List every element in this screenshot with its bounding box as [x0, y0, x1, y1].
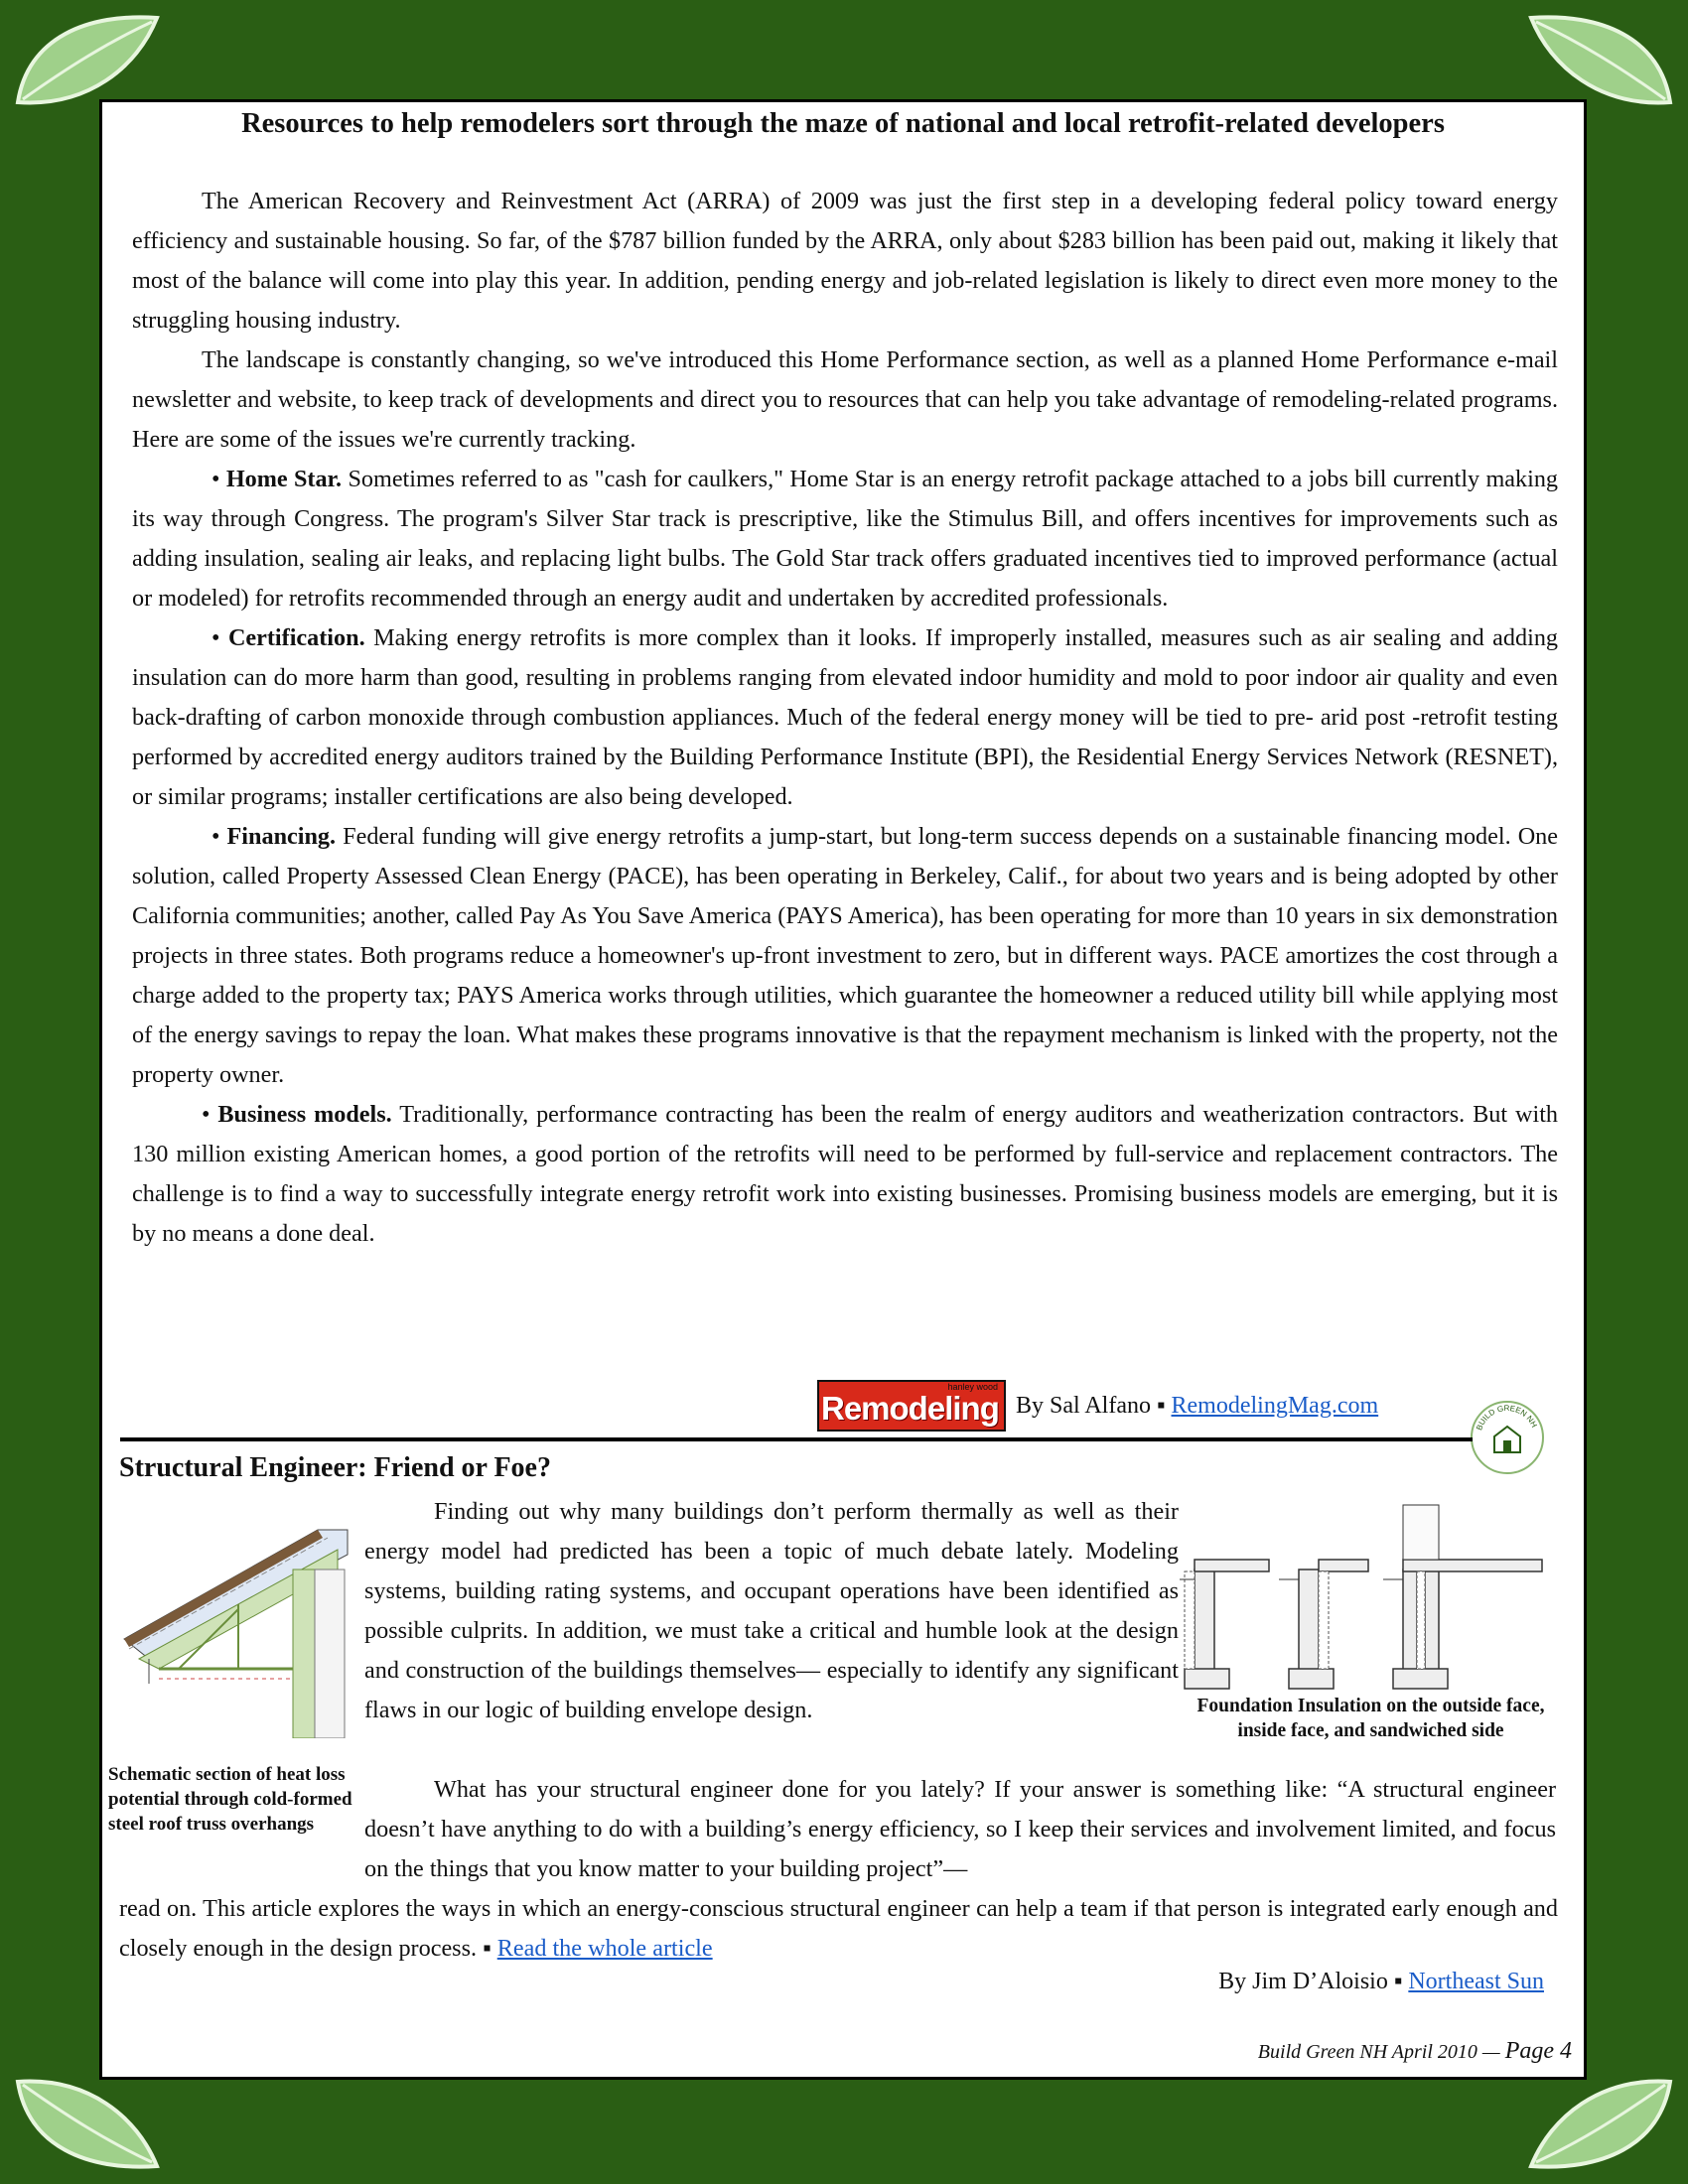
article-credit — [817, 1379, 1378, 1433]
paragraph: The American Recovery and Reinvestment Act (ARRA) of 2009 was just the first step in a developing federal policy toward energy efficiency and sustainable housing. So far, of the $787 billion funded by the ARRA, only about $283 billion has been paid out, making it likely that most of the balance will come into play this year. In addition, pending energy and job-related legislation is likely to direct even more money to the struggling housing industry. — [132, 188, 1558, 334]
source-link[interactable]: Northeast Sun — [1408, 1969, 1544, 1994]
page-footer — [1258, 2038, 1572, 2065]
page-number: Page 4 — [1504, 2038, 1572, 2064]
leaf-icon — [8, 2067, 167, 2176]
bullet-heading: Financing. — [226, 823, 337, 850]
bullet-text: Making energy retrofits is more complex than it looks. If improperly installed, measures such as air sealing and adding insulation can do more harm than good, resulting in problems ranging from elevated indoor humidity and mold to poor indoor air quality and even back-drafting of carbon monoxide through combustion appliances. Much of the federal energy money will be tied to pre- arid post -retrofit testing performed by accredited energy auditors trained by the Building Performance Institute (BPI), the Residential Energy Services Network (RESNET), or similar programs; installer certifications are also being developed. — [132, 624, 1559, 810]
byline: By Sal Alfano ▪ — [1016, 1392, 1166, 1419]
bullet-text: Sometimes referred to as "cash for caulkers," Home Star is an energy retrofit package attached to a jobs bill currently making its way through Congress. The program's Silver Star track is prescriptive, like the Stimulus Bill, and offers incentives for improvements such as adding insulation, sealing air leaks, and replacing light bulbs. The Gold Star track offers graduated incentives tied to improved performance (actual or modeled) for retrofits recommended through an energy audit and undertaken by accredited professionals. — [132, 466, 1559, 612]
bullet-business-models: • Business models. Traditionally, performance contracting has been the realm of energy auditors and weatherization contractors. But with 130 million existing American homes, a good portion of the retrofits will need to be performed by full-service and replacement contractors. The challenge is to find a way to successfully integrate energy retrofit work into existing businesses. Promising business models are emerging, but it is by no means a done deal. — [132, 1101, 1559, 1247]
bullet-home-star: • Home Star. Sometimes referred to as "cash for caulkers," Home Star is an energy retrofit package attached to a jobs bill currently making its way through Congress. The program's Silver Star track is prescriptive, like the Stimulus Bill, and offers incentives for improvements such as adding insulation, sealing air leaks, and replacing light bulbs. The Gold Star track offers graduated incentives tied to improved performance (actual or modeled) for retrofits recommended through an energy audit and undertaken by accredited professionals. — [132, 466, 1559, 612]
paragraph-text: read on. This article explores the ways in which an energy-conscious structural engineer can help a team if that person is integrated early enough and closely enough in the design process. ▪ — [119, 1895, 1558, 1962]
logo-tagline: hanley wood — [947, 1382, 998, 1392]
bullet-heading: Certification. — [227, 624, 365, 651]
bullet-heading: Home Star. — [225, 466, 343, 492]
article-body — [132, 182, 1558, 1254]
article-title: Resources to help remodelers sort through the maze of national and local retrofit-related developers — [241, 108, 1445, 139]
badge-label: BUILD GREEN NH — [1475, 1403, 1539, 1432]
bullet-text: Traditionally, performance contracting has been the realm of energy auditors and weatherization contractors. But with 130 million existing American homes, a good portion of the retrofits will need to be performed by full-service and replacement contractors. The challenge is to find a way to successfully integrate energy retrofit work into existing businesses. Promising business models are emerging, but it is by no means a done deal. — [132, 1101, 1559, 1247]
read-article-link[interactable]: Read the whole article — [496, 1935, 713, 1962]
figure-caption: Schematic section of heat loss potential through cold-formed steel roof truss overhangs — [108, 1764, 352, 1835]
remodeling-logo — [817, 1380, 1006, 1432]
leaf-icon — [1521, 2067, 1680, 2176]
logo-wordmark: Remodeling — [821, 1390, 999, 1427]
bullet-certification: • Certification. Making energy retrofits is more complex than it looks. If improperly installed, measures such as air sealing and adding insulation can do more harm than good, resulting in problems ranging from elevated indoor humidity and mold to poor indoor air quality and even back-drafting of carbon monoxide through combustion appliances. Much of the federal energy money will be tied to pre- arid post -retrofit testing performed by accredited energy auditors trained by the Building Performance Institute (BPI), the Residential Energy Services Network (RESNET), or similar programs; installer certifications are also being developed. — [132, 624, 1559, 810]
article-body — [364, 1492, 1179, 1730]
article-body — [119, 1889, 1558, 1969]
byline: By Jim D’Aloisio ▪ — [1218, 1969, 1403, 1994]
article-body — [364, 1770, 1556, 1889]
bullet-heading: Business models. — [217, 1101, 392, 1128]
section-divider — [120, 1437, 1473, 1441]
roof-section-illustration — [119, 1510, 367, 1738]
footer-text: Build Green NH April 2010 — — [1257, 2041, 1500, 2063]
build-green-badge — [1463, 1393, 1552, 1482]
paragraph: What has your structural engineer done for you lately? If your answer is something like: “A structural engineer doesn’t have anything to do with a building’s energy efficiency, so I keep their services and involvement limited, and focus on the things that you know matter to your building project”— — [364, 1776, 1556, 1882]
bullet-text: Federal funding will give energy retrofits a jump-start, but long-term success depends on a sustainable financing model. One solution, called Property Assessed Clean Energy (PACE), has been operating in Berkeley, Calif., for about two years and is being adopted by other California communities; another, called Pay As You Save America (PAYS America), has been operating for more than 10 years in six demonstration projects in three states. Both programs reduce a homeowner's up-front investment to zero, but in different ways. PACE amortizes the cost through a charge added to the property tax; PAYS America works through utilities, which guarantee the homeowner a reduced utility bill while applying most of the energy savings to repay the loan. What makes these programs innovative is that the repayment mechanism is linked with the property, not the property owner. — [132, 823, 1558, 1088]
source-link[interactable]: RemodelingMag.com — [1171, 1392, 1379, 1419]
newsletter-page — [99, 99, 1587, 2080]
paragraph — [119, 1889, 1558, 1969]
foundation-insulation-illustration — [1180, 1500, 1577, 1788]
paragraph: Finding out why many buildings don’t perform thermally as well as their energy model had predicted has been a topic of much debate lately. Modeling systems, building rating systems, and occupant operations have been identified as possible culprits. In addition, we must take a critical and humble look at the design and construction of the buildings themselves— especially to identify any significant flaws in our logic of building envelope design. — [364, 1498, 1179, 1723]
figure-caption: Foundation Insulation on the outside face, inside face, and sandwiched side — [1196, 1696, 1545, 1741]
paragraph: The landscape is constantly changing, so we've introduced this Home Performance section, as well as a planned Home Performance e-mail newsletter and website, to keep track of developments and direct you to resources that can help you take advantage of remodeling-related programs. Here are some of the issues we're currently tracking. — [132, 346, 1558, 453]
bullet-financing: • Financing. Federal funding will give energy retrofits a jump-start, but long-term success depends on a sustainable financing model. One solution, called Property Assessed Clean Energy (PACE), has been operating in Berkeley, Calif., for about two years and is being adopted by other California communities; another, called Pay As You Save America (PAYS America), has been operating for more than 10 years in six demonstration projects in three states. Both programs reduce a homeowner's up-front investment to zero, but in different ways. PACE amortizes the cost through a charge added to the property tax; PAYS America works through utilities, which guarantee the homeowner a reduced utility bill while applying most of the energy savings to repay the loan. What makes these programs innovative is that the repayment mechanism is linked with the property, not the property owner. — [132, 823, 1558, 1088]
article-title: Structural Engineer: Friend or Foe? — [119, 1452, 551, 1483]
article-credit — [1218, 1969, 1544, 1995]
